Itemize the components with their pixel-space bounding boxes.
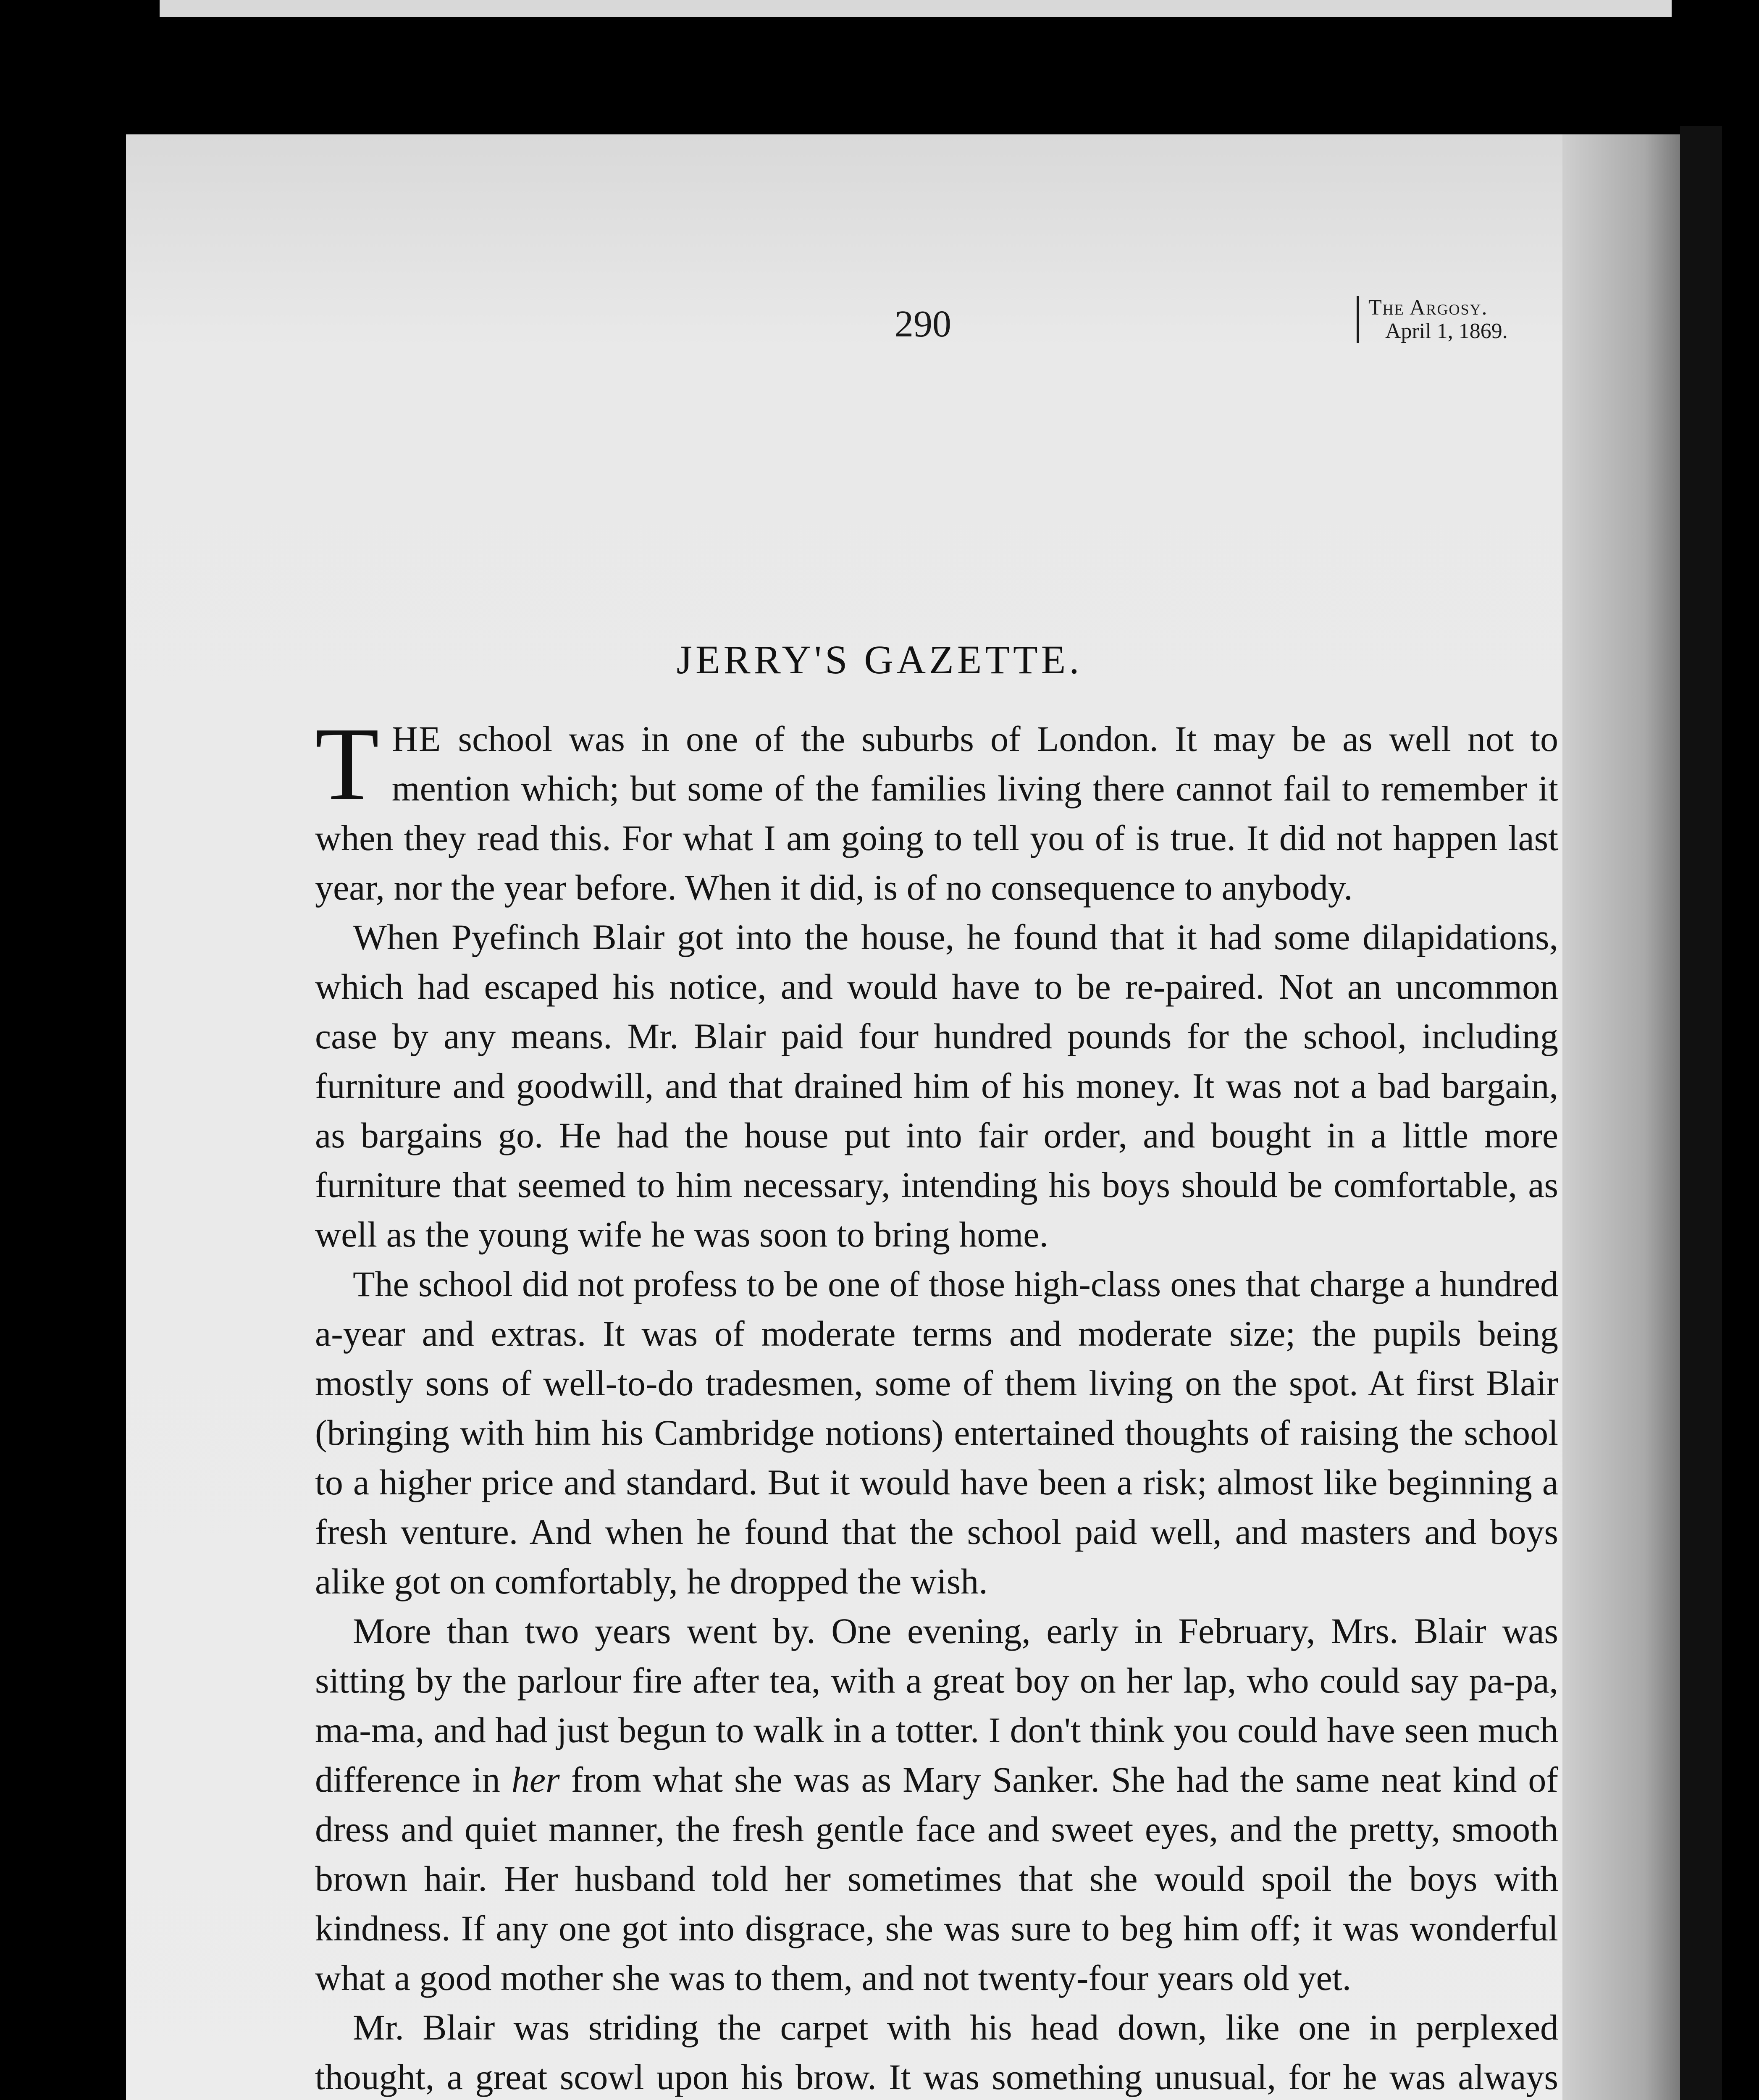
article-body <box>315 706 1558 2100</box>
emphasis-her: her <box>511 1759 560 1800</box>
article-title: JERRY'S GAZETTE. <box>676 637 1083 682</box>
scan-border-right <box>1680 126 1722 2100</box>
running-date: April 1, 1869. <box>1385 319 1508 343</box>
running-head <box>1357 296 1508 343</box>
paragraph-4-text-a: More than two years went by. One evening, early in February, Mrs. Blair was sitting by the parlour fire after tea, with a great boy on her lap, who could say pa-pa, ma-ma, and had just begun to walk in a totter. I don't think you could have seen much difference in <box>315 1611 1558 1800</box>
paragraph-3: The school did not profess to be one of those high-class ones that charge a hundred a-year and extras. It was of moderate terms and moderate size; the pupils being mostly sons of well-to-do tradesmen, some of them living on the spot. At first Blair (bringing with him his Cambridge notions) entertained thoughts of raising the school to a higher price and standard. But it would have been a risk; almost like beginning a fresh venture. And when he found that the school paid well, and masters and boys alike got on comfortably, he dropped the wish. <box>315 1264 1558 1601</box>
first-word-rest: HE <box>391 719 442 759</box>
paragraph-1 <box>315 706 1558 912</box>
paragraph-5: Mr. Blair was striding the carpet with his head down, like one in perplexed thought, a great scowl upon his brow. It was something unusual, for he was always <box>315 2007 1558 2097</box>
page-number: 290 <box>895 303 951 345</box>
top-scan-strip <box>160 0 1672 17</box>
running-title: The Argosy. <box>1368 296 1488 320</box>
paragraph-4-text-b: from what she was as Mary Sanker. She had the same neat kind of dress and quiet manner, the fresh gentle face and sweet eyes, and the pretty, smooth brown hair. Her husband told her sometimes that she would spoil the boys with kindness. If any one got into disgrace, she was sure to beg him off; it was wonderful what a good mother she was to them, and not twenty-four years old yet. <box>315 1759 1558 1998</box>
paragraph-1-text: school was in one of the suburbs of London. It may be as well not to mention which; but some of the families living there cannot fail to remember it when they read this. For what I am going to tell you of is true. It did not happen last year, nor the year before. When it did, is of no consequence to anybody. <box>315 719 1558 908</box>
paragraph-4 <box>315 1606 1558 2003</box>
page-gutter-edge <box>1562 134 1680 2100</box>
drop-cap: T <box>315 706 379 822</box>
paragraph-2: When Pyefinch Blair got into the house, he found that it had some dilapidations, which had escaped his notice, and would have to be re-paired. Not an uncommon case by any means. Mr. Blair paid four hundred pounds for the school, including furniture and goodwill, and that drained him of his money. It was not a bad bargain, as bargains go. He had the house put into fair order, and bought in a little more furniture that seemed to him necessary, intending his boys should be comfortable, as well as the young wife he was soon to bring home. <box>315 917 1558 1255</box>
